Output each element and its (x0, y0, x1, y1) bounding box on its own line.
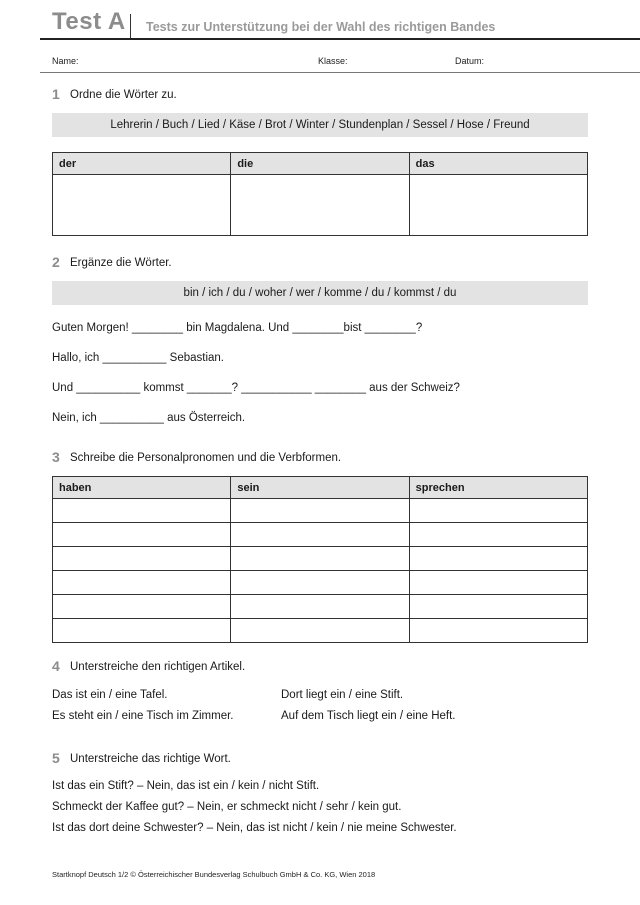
task2-line: Guten Morgen! ________ bin Magdalena. Und ________bist ________? (52, 322, 423, 334)
meta-rule (40, 72, 640, 73)
task5-title: Unterstreiche das richtige Wort. (70, 753, 231, 765)
task3-cell[interactable] (53, 499, 231, 523)
task3-cell[interactable] (231, 619, 409, 643)
header-divider (130, 14, 131, 38)
task3-cell[interactable] (409, 619, 587, 643)
task4-number: 4 (52, 658, 60, 674)
task1-number: 1 (52, 86, 60, 102)
task4-item: Dort liegt ein / eine Stift. (281, 689, 404, 701)
task2-line: Nein, ich __________ aus Österreich. (52, 412, 246, 424)
task3-col-sprechen: sprechen (409, 477, 587, 499)
task3-cell[interactable] (409, 547, 587, 571)
task3-title: Schreibe die Personalpronomen und die Verbformen. (70, 452, 342, 464)
task1-cell-die[interactable] (231, 175, 409, 236)
name-label: Name: (52, 56, 79, 66)
class-label: Klasse: (318, 56, 348, 66)
task2-title: Ergänze die Wörter. (70, 257, 172, 269)
task3-cell[interactable] (231, 547, 409, 571)
task3-cell[interactable] (53, 595, 231, 619)
page-subtitle: Tests zur Unterstützung bei der Wahl des richtigen Bandes (146, 20, 496, 34)
task3-cell[interactable] (409, 523, 587, 547)
task5-line: Ist das ein Stift? – Nein, das ist ein / kein / nicht Stift. (52, 780, 320, 792)
task3-cell[interactable] (409, 499, 587, 523)
task1-title: Ordne die Wörter zu. (70, 89, 177, 101)
task5-line: Ist das dort deine Schwester? – Nein, das ist nicht / kein / nie meine Schwester. (52, 822, 457, 834)
task2-word-bank: bin / ich / du / woher / wer / komme / du / kommst / du (52, 281, 588, 305)
task3-cell[interactable] (53, 619, 231, 643)
task3-cell[interactable] (409, 595, 587, 619)
task3-number: 3 (52, 449, 60, 465)
page-title: Test A (52, 8, 126, 35)
task4-item: Auf dem Tisch liegt ein / eine Heft. (281, 710, 456, 722)
task3-cell[interactable] (409, 571, 587, 595)
task5-number: 5 (52, 750, 60, 766)
task3-col-sein: sein (231, 477, 409, 499)
task2-line: Hallo, ich __________ Sebastian. (52, 352, 224, 364)
task3-cell[interactable] (231, 523, 409, 547)
task1-word-bank: Lehrerin / Buch / Lied / Käse / Brot / Winter / Stundenplan / Sessel / Hose / Freund (52, 113, 588, 137)
task3-table (52, 476, 588, 643)
task5-line: Schmeckt der Kaffee gut? – Nein, er schmeckt nicht / sehr / kein gut. (52, 801, 402, 813)
task4-title: Unterstreiche den richtigen Artikel. (70, 661, 246, 673)
task3-cell[interactable] (53, 547, 231, 571)
task3-col-haben: haben (53, 477, 231, 499)
task3-cell[interactable] (231, 499, 409, 523)
task3-cell[interactable] (53, 571, 231, 595)
task1-col-die: die (231, 153, 409, 175)
task3-cell[interactable] (53, 523, 231, 547)
task2-number: 2 (52, 254, 60, 270)
task1-cell-der[interactable] (53, 175, 231, 236)
task4-item: Das ist ein / eine Tafel. (52, 689, 168, 701)
task4-item: Es steht ein / eine Tisch im Zimmer. (52, 710, 234, 722)
task3-cell[interactable] (231, 571, 409, 595)
task1-cell-das[interactable] (409, 175, 587, 236)
task2-line: Und __________ kommst _______? ___________ ________ aus der Schweiz? (52, 382, 460, 394)
task1-col-der: der (53, 153, 231, 175)
task3-cell[interactable] (231, 595, 409, 619)
task1-table (52, 152, 588, 236)
footer-copyright: Startknopf Deutsch 1/2 © Österreichischer Bundesverlag Schulbuch GmbH & Co. KG, Wien 2018 (52, 870, 376, 879)
date-label: Datum: (455, 56, 485, 66)
header-rule (40, 38, 640, 40)
task1-col-das: das (409, 153, 587, 175)
